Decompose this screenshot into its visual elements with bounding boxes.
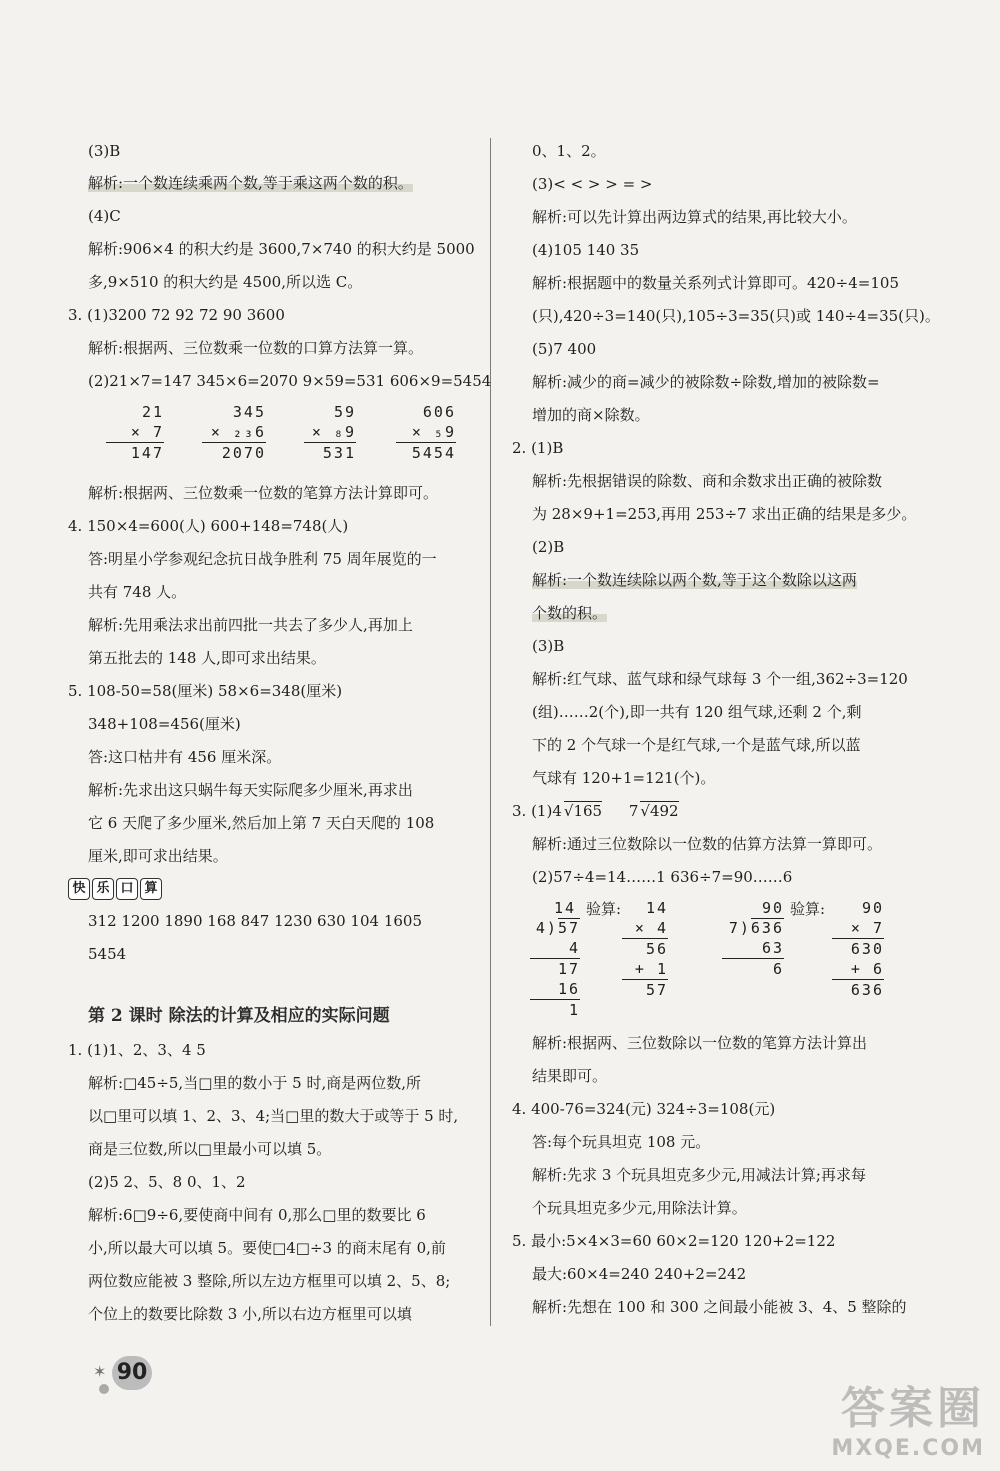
analysis-line: 解析:先求 3 个玩具坦克多少元,用减法计算;再求每 <box>532 1166 866 1184</box>
analysis-line: 商是三位数,所以□里最小可以填 5。 <box>88 1140 332 1158</box>
analysis-line: 多,9×510 的积大约是 4500,所以选 C。 <box>88 273 363 291</box>
answer-line: (2)5 2、5、8 0、1、2 <box>88 1173 246 1191</box>
answer-statement: 答:每个玩具坦克 108 元。 <box>532 1133 711 1151</box>
answer-line: (4)C <box>88 207 121 225</box>
question-4-answer: 4. 400-76=324(元) 324÷3=108(元) <box>512 1100 776 1118</box>
check-calc: 14 × 4 56 + 1 57 <box>622 898 668 1000</box>
analysis-line: 以□里可以填 1、2、3、4;当□里的数大于或等于 5 时, <box>88 1107 459 1125</box>
column-divider <box>490 138 491 1326</box>
analysis-line: 个玩具坦克多少元,用除法计算。 <box>532 1199 747 1217</box>
question-3-answer: 3. (1)4 √165 7 √492 <box>512 802 679 820</box>
answer-line: (3)B <box>88 142 121 160</box>
question-2-answer: 2. (1)B <box>512 439 564 457</box>
analysis-line: 个数的积。 <box>532 604 608 622</box>
answer-line: (2)57÷4=14……1 636÷7=90……6 <box>532 868 793 886</box>
vertical-calc: 21 × 7 147 <box>106 402 164 463</box>
analysis-line: 两位数应能被 3 整除,所以左边方框里可以填 2、5、8; <box>88 1272 451 1290</box>
analysis-line: 解析:根据题中的数量关系列式计算即可。420÷4=105 <box>532 274 899 292</box>
analysis-line: 下的 2 个气球一个是红气球,一个是蓝气球,所以蓝 <box>532 736 861 754</box>
analysis-line: 解析:通过三位数除以一位数的估算方法算一算即可。 <box>532 835 883 853</box>
mental-math-answers: 5454 <box>88 945 127 963</box>
analysis-line: 小,所以最大可以填 5。要使□4□÷3 的商末尾有 0,前 <box>88 1239 446 1257</box>
analysis-line: 为 28×9+1=253,再用 253÷7 求出正确的结果是多少。 <box>532 505 917 523</box>
analysis-line: 解析:可以先计算出两边算式的结果,再比较大小。 <box>532 208 857 226</box>
vertical-calc: 606 × ₅9 5454 <box>396 402 456 463</box>
analysis-line: 解析:一个数连续乘两个数,等于乘这两个数的积。 <box>88 174 413 192</box>
question-4-answer: 4. 150×4=600(人) 600+148=748(人) <box>68 517 349 535</box>
quick-mental-math-badge: 快 乐 口 算 <box>68 878 162 900</box>
analysis-line: 第五批去的 148 人,即可求出结果。 <box>88 649 326 667</box>
watermark-logo: 答案圈 MXQE.COM <box>831 1383 985 1461</box>
check-calc: 90 × 7 630 + 6 636 <box>832 898 884 1000</box>
star-icon: ✶ <box>93 1362 107 1381</box>
question-3-answer: 3. (1)3200 72 92 72 90 3600 <box>68 306 285 324</box>
analysis-line: 解析:根据两、三位数乘一位数的笔算方法计算即可。 <box>88 484 439 502</box>
check-label: 验算: <box>790 900 826 918</box>
analysis-line: (组)……2(个),即一共有 120 组气球,还剩 2 个,剩 <box>532 703 862 721</box>
question-1-answer: 1. (1)1、2、3、4 5 <box>68 1041 206 1059</box>
answer-line: 348+108=456(厘米) <box>88 715 241 733</box>
analysis-line: 它 6 天爬了多少厘米,然后加上第 7 天白天爬的 108 <box>88 814 435 832</box>
answer-line: 0、1、2。 <box>532 142 606 160</box>
analysis-line: 解析:先求出这只蜗牛每天实际爬多少厘米,再求出 <box>88 781 413 799</box>
question-5-answer: 5. 最小:5×4×3=60 60×2=120 120+2=122 <box>512 1232 836 1250</box>
answer-line: (5)7 400 <box>532 340 597 358</box>
answer-line: 最大:60×4=240 240+2=242 <box>532 1265 747 1283</box>
question-5-answer: 5. 108-50=58(厘米) 58×6=348(厘米) <box>68 682 343 700</box>
answer-statement: 答:这口枯井有 456 厘米深。 <box>88 748 282 766</box>
page-number: 90 <box>112 1356 152 1390</box>
analysis-line: 解析:906×4 的积大约是 3600,7×740 的积大约是 5000 <box>88 240 475 258</box>
analysis-line: 厘米,即可求出结果。 <box>88 847 228 865</box>
check-label: 验算: <box>586 900 622 918</box>
analysis-line: 解析:先根据错误的除数、商和余数求出正确的被除数 <box>532 472 883 490</box>
vertical-calc: 345 × ₂₃6 2070 <box>202 402 266 463</box>
analysis-line: 解析:根据两、三位数除以一位数的笔算方法计算出 <box>532 1034 868 1052</box>
analysis-line: 解析:6□9÷6,要使商中间有 0,那么□里的数要比 6 <box>88 1206 426 1224</box>
answer-line: (2)B <box>532 538 565 556</box>
analysis-line: 增加的商×除数。 <box>532 406 650 424</box>
analysis-line: 解析:□45÷5,当□里的数小于 5 时,商是两位数,所 <box>88 1074 421 1092</box>
answer-line: (4)105 140 35 <box>532 241 640 259</box>
analysis-line: 气球有 120+1=121(个)。 <box>532 769 716 787</box>
answer-line: (2)21×7=147 345×6=2070 9×59=531 606×9=5454 <box>88 372 492 390</box>
analysis-line: 个位上的数要比除数 3 小,所以右边方框里可以填 <box>88 1305 412 1323</box>
answer-statement: 答:明星小学参观纪念抗日战争胜利 75 周年展览的一 <box>88 550 437 568</box>
mental-math-answers: 312 1200 1890 168 847 1230 630 104 1605 <box>88 912 422 930</box>
answer-line: (3)< < > > = > <box>532 175 653 193</box>
analysis-line: 结果即可。 <box>532 1067 608 1085</box>
analysis-line: 解析:先用乘法求出前四批一共去了多少人,再加上 <box>88 616 413 634</box>
analysis-line: (只),420÷3=140(只),105÷3=35(只)或 140÷4=35(只)。 <box>532 307 940 325</box>
answer-statement: 共有 748 人。 <box>88 583 187 601</box>
analysis-line: 解析:红气球、蓝气球和绿气球每 3 个一组,362÷3=120 <box>532 670 908 688</box>
analysis-line: 解析:先想在 100 和 300 之间最小能被 3、4、5 整除的 <box>532 1298 907 1316</box>
vertical-calc: 59 × ₈9 531 <box>304 402 356 463</box>
analysis-line: 解析:一个数连续除以两个数,等于这个数除以这两 <box>532 571 857 589</box>
long-division: 90 7)636 63 6 <box>722 898 784 979</box>
lesson-heading: 第 2 课时 除法的计算及相应的实际问题 <box>88 1006 390 1026</box>
long-division: 14 4)57 4 17 16 1 <box>530 898 580 1020</box>
answer-line: (3)B <box>532 637 565 655</box>
analysis-line: 解析:减少的商=减少的被除数÷除数,增加的被除数= <box>532 373 880 391</box>
analysis-line: 解析:根据两、三位数乘一位数的口算方法算一算。 <box>88 339 424 357</box>
decorative-dot <box>99 1384 109 1394</box>
